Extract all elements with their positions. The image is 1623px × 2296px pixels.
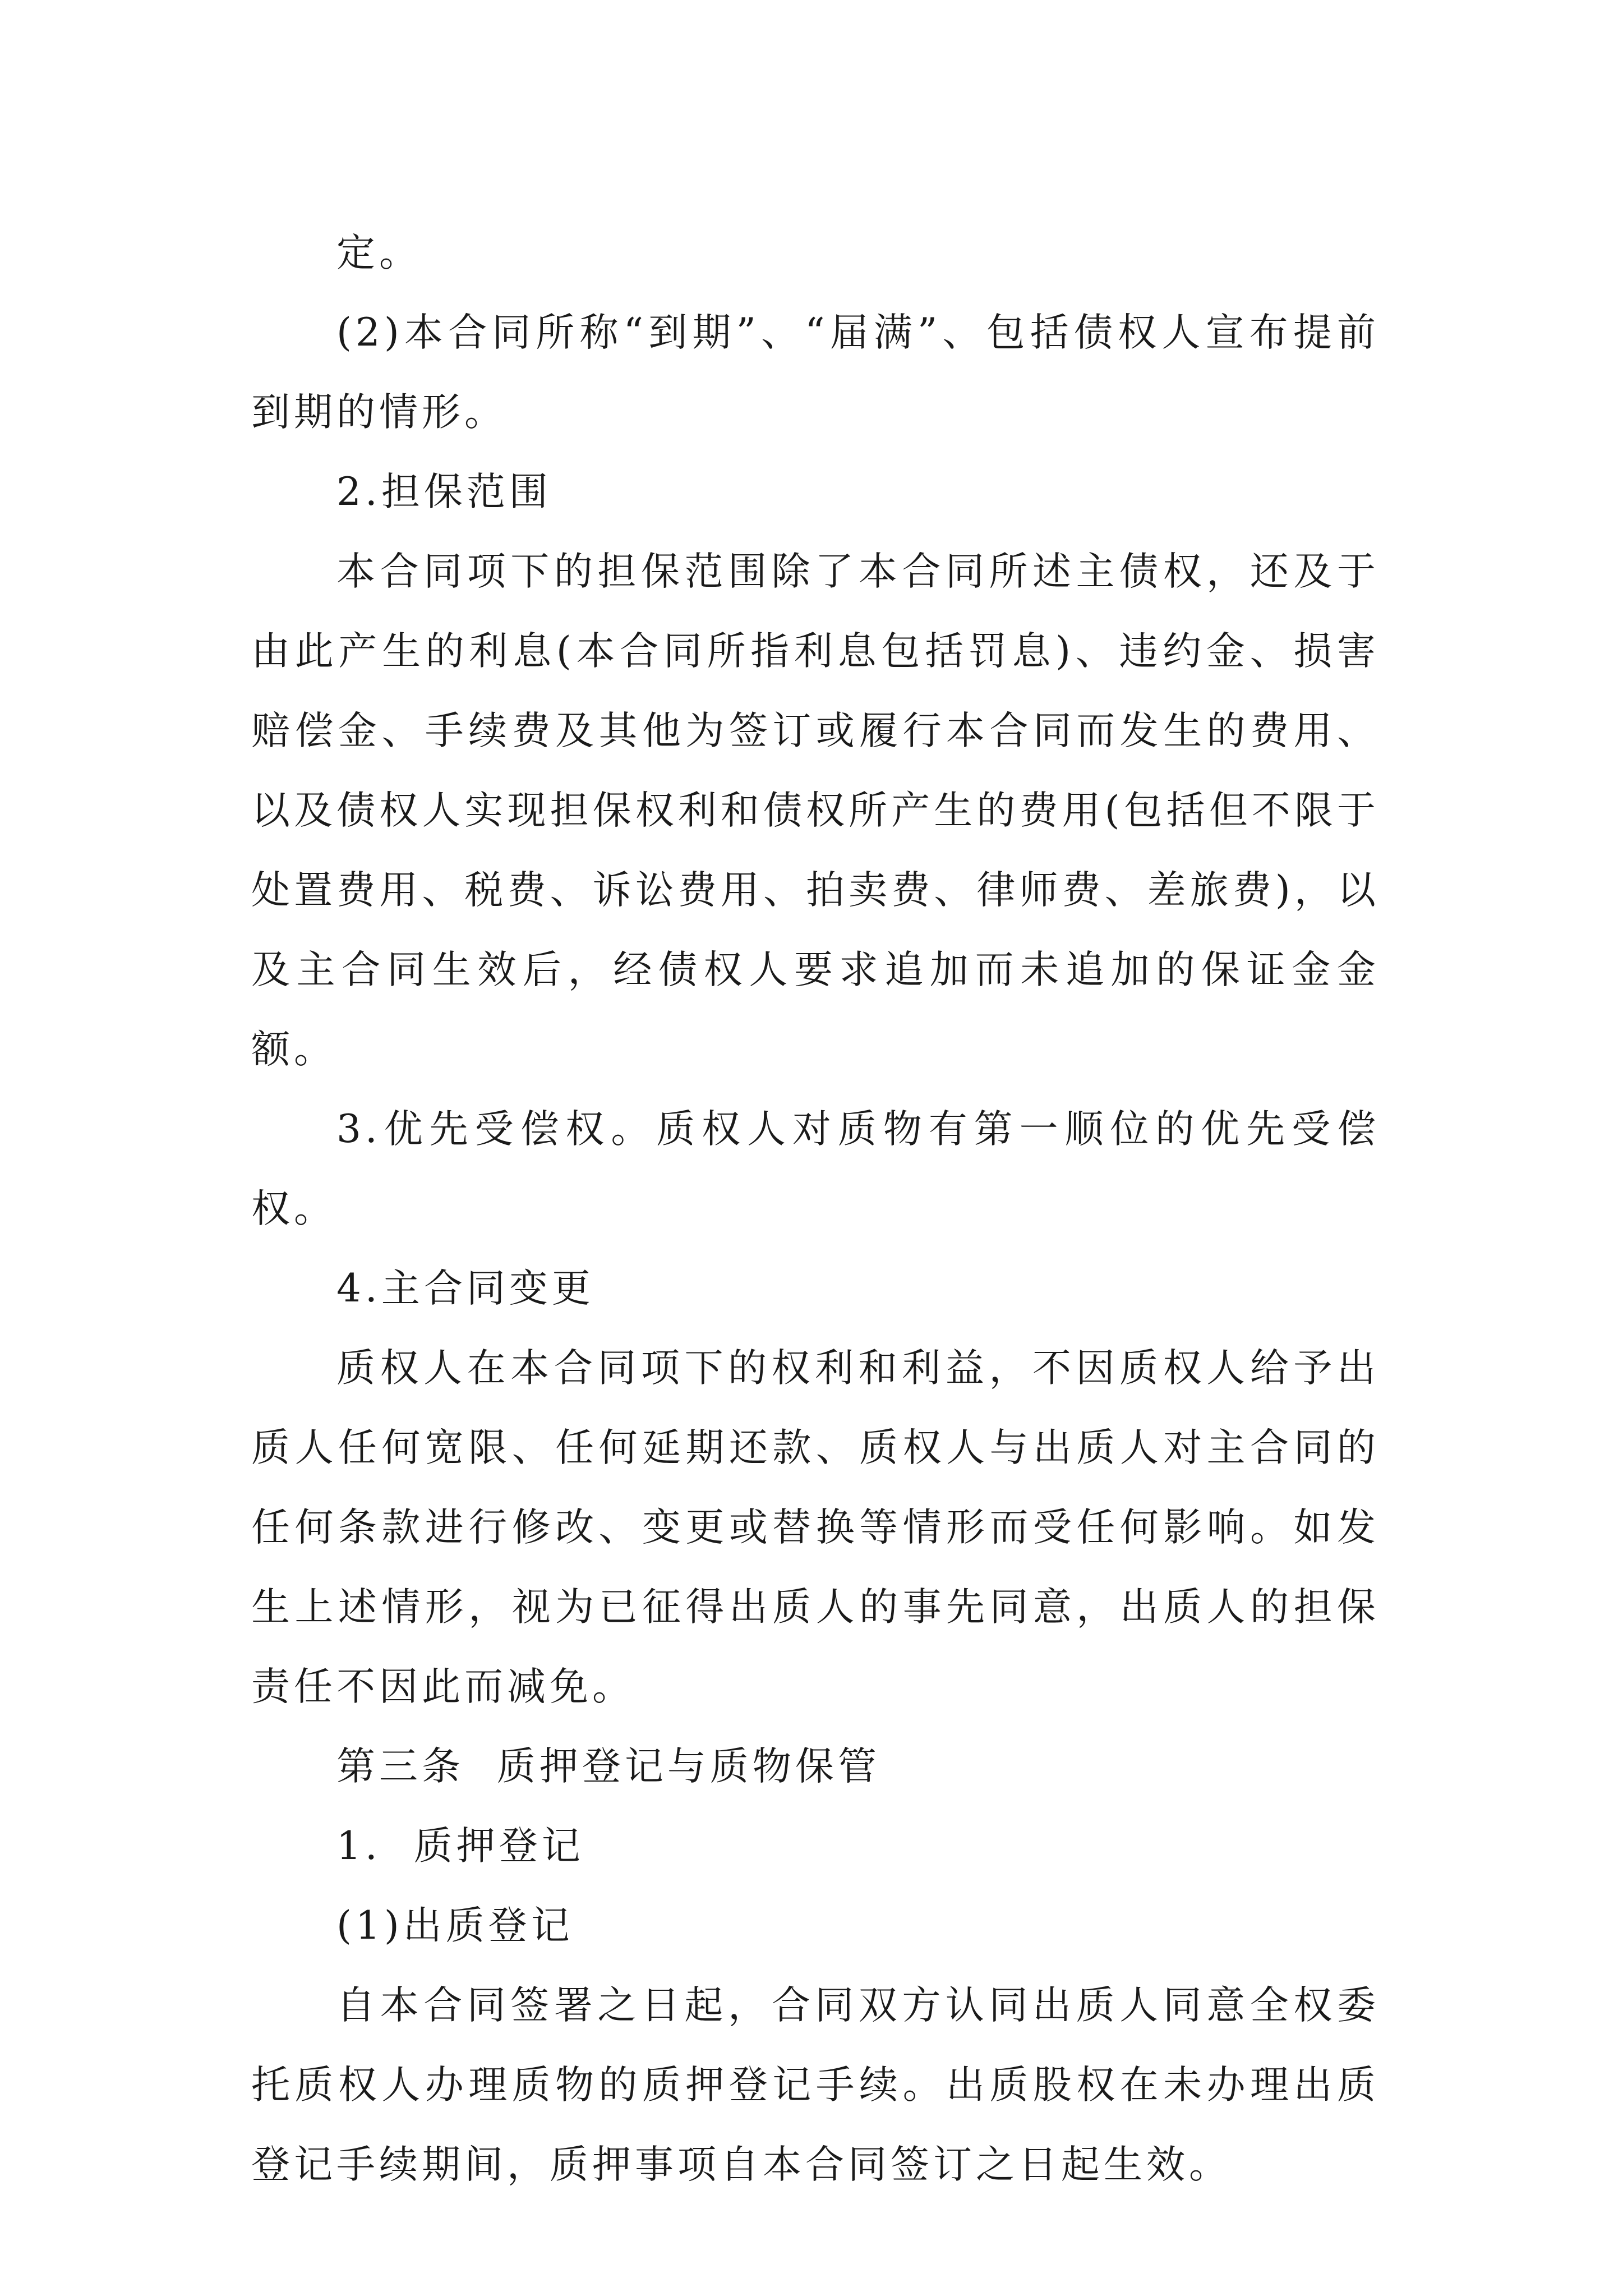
heading-article-three: 第三条 质押登记与质物保管	[336, 1744, 880, 1789]
paragraph-pledge-registration: 自本合同签署之日起，合同双方认同出质人同意全权委托质权人办理质物的质押登记手续。出质股权在未办理出质登记手续期间，质押事项自本合同签订之日起生效。	[251, 1983, 1380, 2187]
paragraph-main-contract-change: 质权人在本合同项下的权利和利益，不因质权人给予出质人任何宽限、任何延期还款、质权人与出质人对主合同的任何条款进行修改、变更或替换等情形而受任何影响。如发生上述情形，视为已征得出质人的事先同意，出质人的担保责任不因此而减免。	[251, 1346, 1380, 1709]
heading-guarantee-scope: 2.担保范围	[336, 470, 552, 514]
heading-main-contract-change: 4.主合同变更	[336, 1266, 594, 1311]
paragraph-priority-right: 3.优先受偿权。质权人对质物有第一顺位的优先受偿权。	[251, 1107, 1380, 1231]
heading-pledge-registration: 1. 质押登记	[336, 1824, 584, 1869]
paragraph-continuation: 定。	[336, 231, 422, 275]
paragraph-guarantee-scope: 本合同项下的担保范围除了本合同所述主债权，还及于由此产生的利息(本合同所指利息包括罚息)、违约金、损害赔偿金、手续费及其他为签订或履行本合同而发生的费用、以及债权人实现担保权利和债权所产生的费用(包括但不限于处置费用、税费、诉讼费用、拍卖费、律师费、差旅费)，以及主合同生效后，经债权人要求追加而未追加的保证金金额。	[251, 549, 1380, 1072]
document-body	[251, 213, 1380, 2205]
heading-pledge-registration-sub: (1)出质登记	[336, 1903, 574, 1948]
paragraph-expiry-definition: (2)本合同所称“到期”、“届满”、包括债权人宣布提前到期的情形。	[251, 310, 1380, 435]
